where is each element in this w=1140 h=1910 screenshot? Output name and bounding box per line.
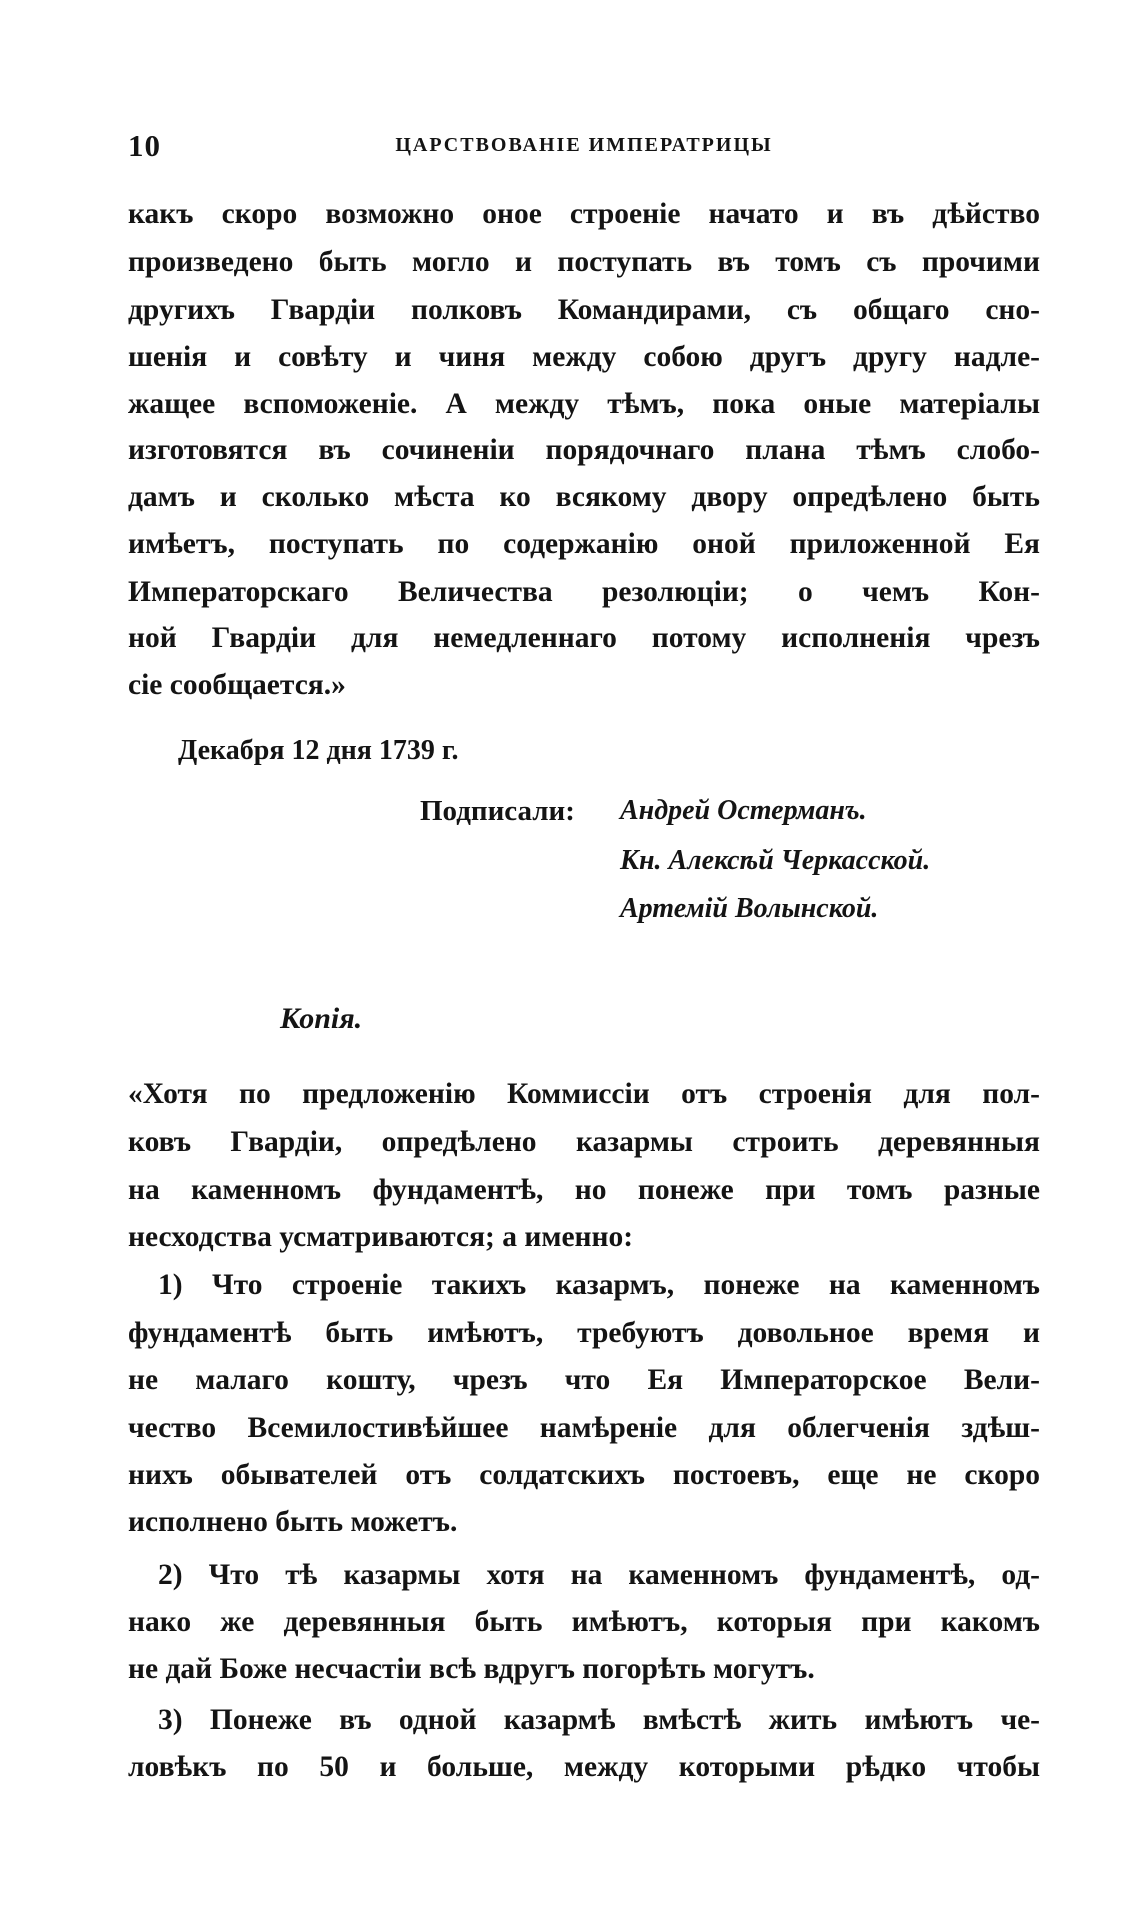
text-line: несходства усматриваются; а именно: <box>128 1221 634 1253</box>
text-line: исполнено быть можетъ. <box>128 1506 458 1538</box>
running-head: ЦАРСТВОВАНІЕ ИМПЕРАТРИЦЫ <box>395 134 773 156</box>
text-line: «Хотя по предложенію Коммиссіи отъ строенія для пол- <box>128 1078 1040 1110</box>
text-line: сіе сообщается.» <box>128 669 346 701</box>
text-line: другихъ Гвардіи полковъ Командирами, съ общаго сно- <box>128 294 1040 326</box>
text-line: ловѣкъ по 50 и больше, между которыми рѣдко чтобы <box>128 1751 1040 1783</box>
signature-name: Артемій Волынской. <box>620 893 879 924</box>
text-line: на каменномъ фундаментѣ, но понеже при томъ разные <box>128 1174 1040 1206</box>
text-line: 1) Что строеніе такихъ казармъ, понеже на каменномъ <box>158 1269 1040 1301</box>
text-line: изготовятся въ сочиненіи порядочнаго плана тѣмъ слобо- <box>128 434 1040 466</box>
copy-heading: Копія. <box>280 1002 363 1035</box>
signature-name: Андрей Остерманъ. <box>620 795 867 826</box>
text-line: имѣетъ, поступать по содержанію оной приложенной Ея <box>128 528 1040 560</box>
text-line: не малаго кошту, чрезъ что Ея Императорское Вели- <box>128 1364 1040 1396</box>
date-line: Декабря 12 дня 1739 г. <box>178 735 459 766</box>
text-line: 2) Что тѣ казармы хотя на каменномъ фундаментѣ, од- <box>158 1559 1040 1591</box>
text-line: фундаментѣ быть имѣютъ, требуютъ довольное время и <box>128 1317 1040 1349</box>
text-line: какъ скоро возможно оное строеніе начато и въ дѣйство <box>128 198 1040 230</box>
text-line: жащее вспоможеніе. А между тѣмъ, пока оные матеріалы <box>128 388 1040 420</box>
text-line: шенія и совѣту и чиня между собою другъ другу надле- <box>128 341 1040 373</box>
text-line: ковъ Гвардіи, опредѣлено казармы строить деревянныя <box>128 1126 1040 1158</box>
text-line: чество Всемилостивѣйшее намѣреніе для облегченія здѣш- <box>128 1412 1040 1444</box>
text-line: 3) Понеже въ одной казармѣ вмѣстѣ жить имѣютъ че- <box>158 1704 1040 1736</box>
text-line: не дай Боже несчастіи всѣ вдругъ погорѣть могутъ. <box>128 1653 815 1685</box>
text-line: нихъ обывателей отъ солдатскихъ постоевъ, еще не скоро <box>128 1459 1040 1491</box>
page-header <box>128 128 1040 168</box>
signature-name: Кн. Алексѣй Черкасской. <box>620 845 931 876</box>
text-line: дамъ и сколько мѣста ко всякому двору опредѣлено быть <box>128 481 1040 513</box>
text-line: ной Гвардіи для немедленнаго потому исполненія чрезъ <box>128 622 1040 654</box>
text-line: нако же деревянныя быть имѣютъ, которыя при какомъ <box>128 1606 1040 1638</box>
text-line: произведено быть могло и поступать въ томъ съ прочими <box>128 246 1040 278</box>
text-line: Императорскаго Величества резолюціи; о чемъ Кон- <box>128 576 1040 608</box>
page-number: 10 <box>128 128 161 163</box>
signatures-label: Подписали: <box>420 795 575 827</box>
